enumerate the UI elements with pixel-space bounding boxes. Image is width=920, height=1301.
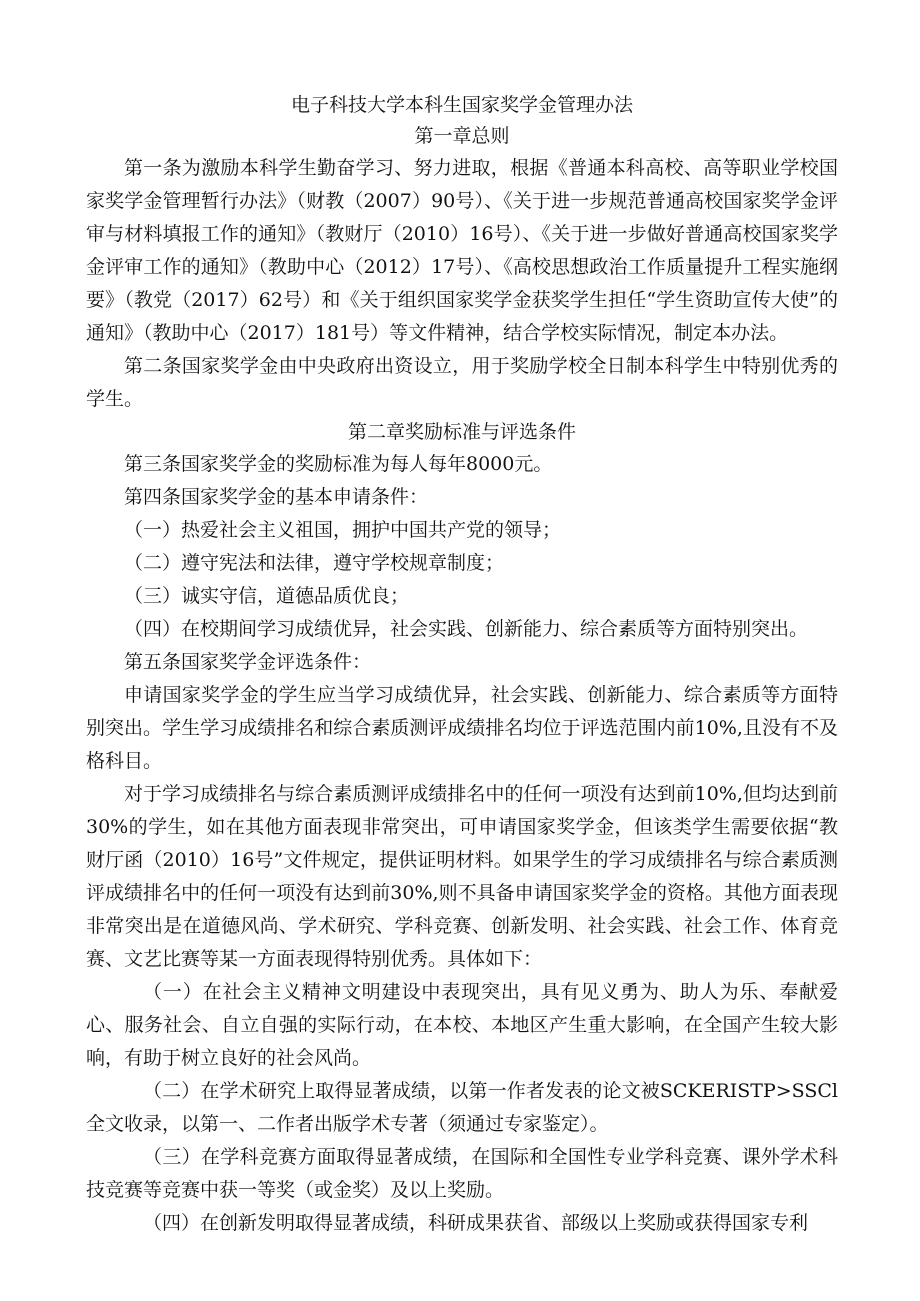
article-4-item: （三）诚实守信，道德品质优良；	[124, 585, 410, 607]
document-body	[86, 90, 838, 1240]
article-4-item: （四）在校期间学习成绩优异，社会实践、创新能力、综合素质等方面特别突出。	[124, 618, 809, 640]
article-5-item: （三）在学科竞赛方面取得显著成绩，在国际和全国性专业学科竞赛、课外学术科技竞赛等竞赛中获一等奖（或金奖）及以上奖励。	[86, 1146, 838, 1201]
article-5-item: （一）在社会主义精神文明建设中表现突出，具有见义勇为、助人为乐、奉献爱心、服务社会、自立自强的实际行动，在本校、本地区产生重大影响，在全国产生较大影响，有助于树立良好的社会风尚。	[86, 981, 838, 1069]
article-5-paragraph: 申请国家奖学金的学生应当学习成绩优异，社会实践、创新能力、综合素质等方面特别突出。学生学习成绩排名和综合素质测评成绩排名均位于评选范围内前10%,且没有不及格科目。	[86, 684, 838, 772]
article-2: 第二条国家奖学金由中央政府出资设立，用于奖励学校全日制本科学生中特别优秀的学生。	[86, 355, 838, 410]
article-4: 第四条国家奖学金的基本申请条件：	[124, 486, 429, 508]
article-5-item: （四）在创新发明取得显著成绩，科研成果获省、部级以上奖励或获得国家专利	[143, 1212, 809, 1234]
article-5-paragraph: 对于学习成绩排名与综合素质测评成绩排名中的任何一项没有达到前10%,但均达到前30%的学生，如在其他方面表现非常突出，可申请国家奖学金，但该类学生需要依据“教财厅函（2010）16号”文件规定，提供证明材料。如果学生的学习成绩排名与综合素质测评成绩排名中的任何一项没有达到前30%,则不具备申请国家奖学金的资格。其他方面表现非常突出是在道德风尚、学术研究、学科竞赛、创新发明、社会实践、社会工作、体育竞赛、文艺比赛等某一方面表现得特别优秀。具体如下：	[86, 783, 838, 970]
article-4-item: （二）遵守宪法和法律，遵守学校规章制度；	[124, 552, 505, 574]
article-1: 第一条为激励本科学生勤奋学习、努力进取，根据《普通本科高校、高等职业学校国家奖学金管理暂行办法》（财教（2007）90号）、《关于进一步规范普通高校国家奖学金评审与材料填报工作的通知》（教财厅（2010）16号）、《关于进一步做好普通高校国家奖学金评审工作的通知》（教助中心（2012）17号）、《高校思想政治工作质量提升工程实施纲要》（教党（2017）62号）和《关于组织国家奖学金获奖学生担任“学生资助宣传大使”的通知》（教助中心（2017）181号）等文件精神，结合学校实际情况，制定本办法。	[86, 157, 838, 344]
chapter-heading-standards: 第二章奖励标准与评选条件	[347, 421, 576, 443]
article-5: 第五条国家奖学金评选条件：	[124, 651, 372, 673]
chapter-heading-general: 第一章总则	[414, 125, 510, 147]
article-4-item: （一）热爱社会主义祖国，拥护中国共产党的领导；	[124, 519, 562, 541]
article-5-item: （二）在学术研究上取得显著成绩，以第一作者发表的论文被SCKERISTP>SSCl全文收录，以第一、二作者出版学术专著（须通过专家鉴定）。	[86, 1080, 838, 1135]
article-3: 第三条国家奖学金的奖励标准为每人每年8000元。	[124, 453, 553, 475]
document-title: 电子科技大学本科生国家奖学金管理办法	[290, 94, 633, 116]
